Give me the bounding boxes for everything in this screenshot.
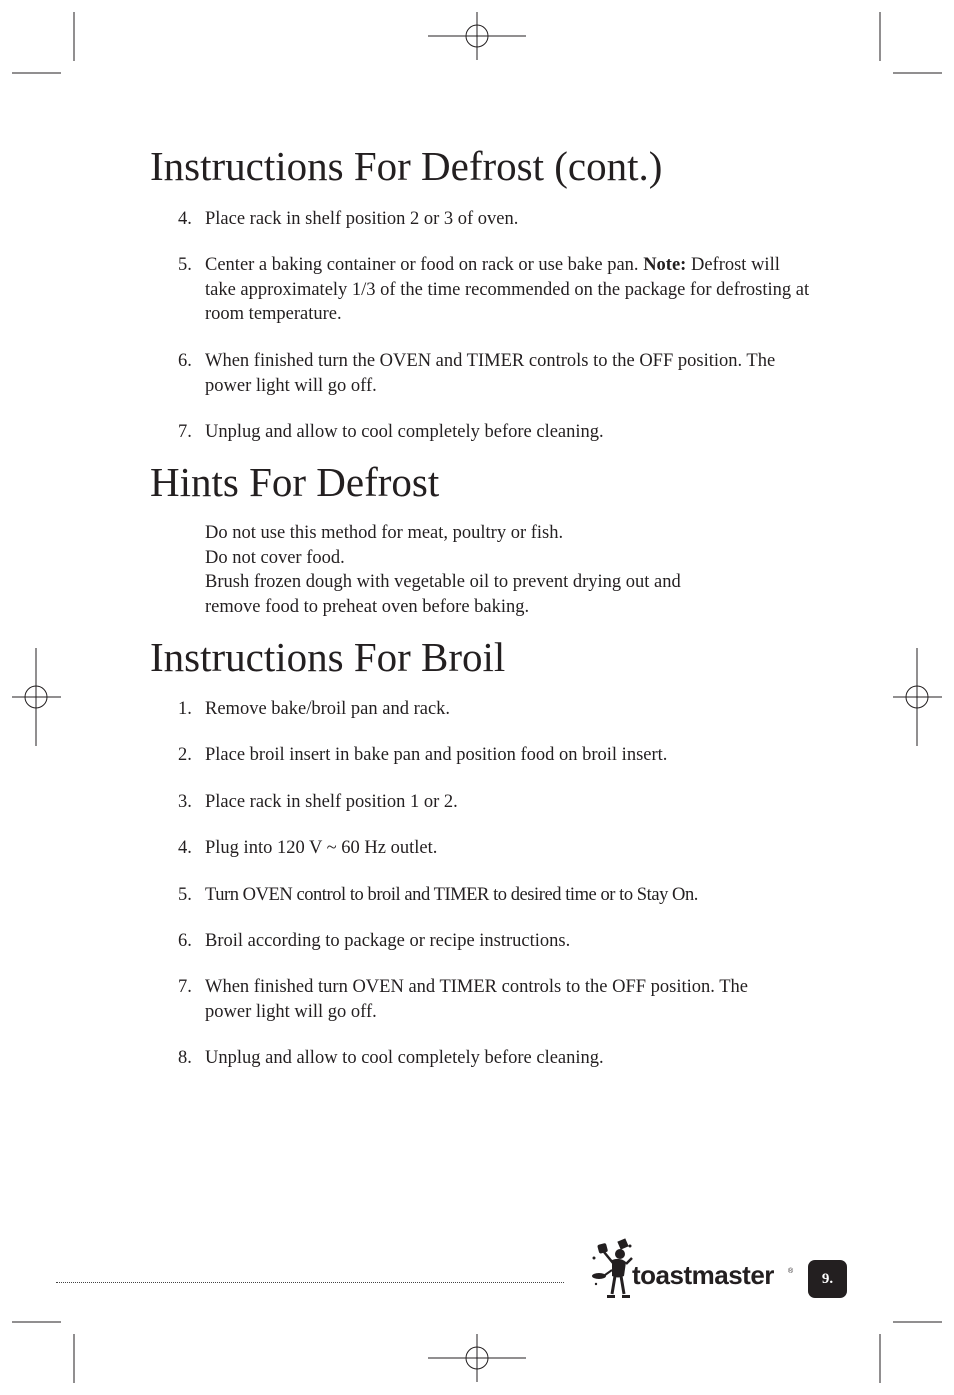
defrost-cont-heading: Instructions For Defrost (cont.): [150, 143, 663, 189]
hint-line: Do not cover food.: [205, 547, 345, 568]
brand-wordmark: toastmaster: [632, 1260, 774, 1290]
step-text: Place broil insert in bake pan and position food on broil insert.: [205, 745, 668, 765]
step-number: 3.: [178, 792, 192, 812]
hints-heading: Hints For Defrost: [150, 459, 440, 505]
step-number: 5.: [178, 255, 192, 275]
toastmaster-logo: [590, 1238, 800, 1304]
step-number: 8.: [178, 1048, 192, 1068]
step-text: Turn OVEN control to broil and TIMER to desired time or to Stay On.: [205, 885, 698, 905]
hints-paragraph: [205, 521, 815, 619]
step-text: Place rack in shelf position 2 or 3 of oven.: [205, 209, 519, 229]
registered-mark: ®: [788, 1268, 794, 1275]
note-text: Defrost will take approximately 1/3 of the time recommended on the package for defrosting at room temperature.: [205, 255, 810, 324]
step-text: Broil according to package or recipe instructions.: [205, 931, 571, 951]
step-number: 7.: [178, 977, 192, 997]
hint-line: Brush frozen dough with vegetable oil to prevent drying out and: [205, 572, 681, 592]
hint-line: remove food to preheat oven before baking.: [205, 596, 530, 617]
step-text-with-note: [205, 253, 815, 327]
step-text: Remove bake/broil pan and rack.: [205, 699, 451, 719]
step-text: Unplug and allow to cool completely before cleaning.: [205, 1048, 604, 1068]
step-number: 2.: [178, 745, 192, 765]
step-text: Plug into 120 V ~ 60 Hz outlet.: [205, 838, 438, 858]
step-number: 4.: [178, 209, 192, 229]
note-label: Note:: [643, 255, 687, 275]
step-number: 6.: [178, 351, 192, 371]
step-text: When finished turn OVEN and TIMER controls to the OFF position. The power light will go off.: [205, 977, 748, 1022]
step-text: Place rack in shelf position 1 or 2.: [205, 792, 458, 812]
step-text: Unplug and allow to cool completely before cleaning.: [205, 422, 604, 442]
footer-dotted-rule: [56, 1282, 564, 1283]
step-text: Center a baking container or food on rack or use bake pan.: [205, 255, 639, 275]
broil-heading: Instructions For Broil: [150, 634, 506, 680]
step-number: 4.: [178, 838, 192, 858]
page-number-badge: [808, 1260, 847, 1298]
chef-mascot-icon: [590, 1238, 634, 1304]
step-text: When finished turn the OVEN and TIMER controls to the OFF position. The power light will go off.: [205, 351, 776, 396]
step-number: 6.: [178, 931, 192, 951]
page-number: 9.: [821, 1270, 834, 1287]
step-number: 5.: [178, 885, 192, 905]
step-number: 1.: [178, 699, 192, 719]
hint-line: Do not use this method for meat, poultry or fish.: [205, 523, 564, 543]
step-number: 7.: [178, 422, 192, 442]
